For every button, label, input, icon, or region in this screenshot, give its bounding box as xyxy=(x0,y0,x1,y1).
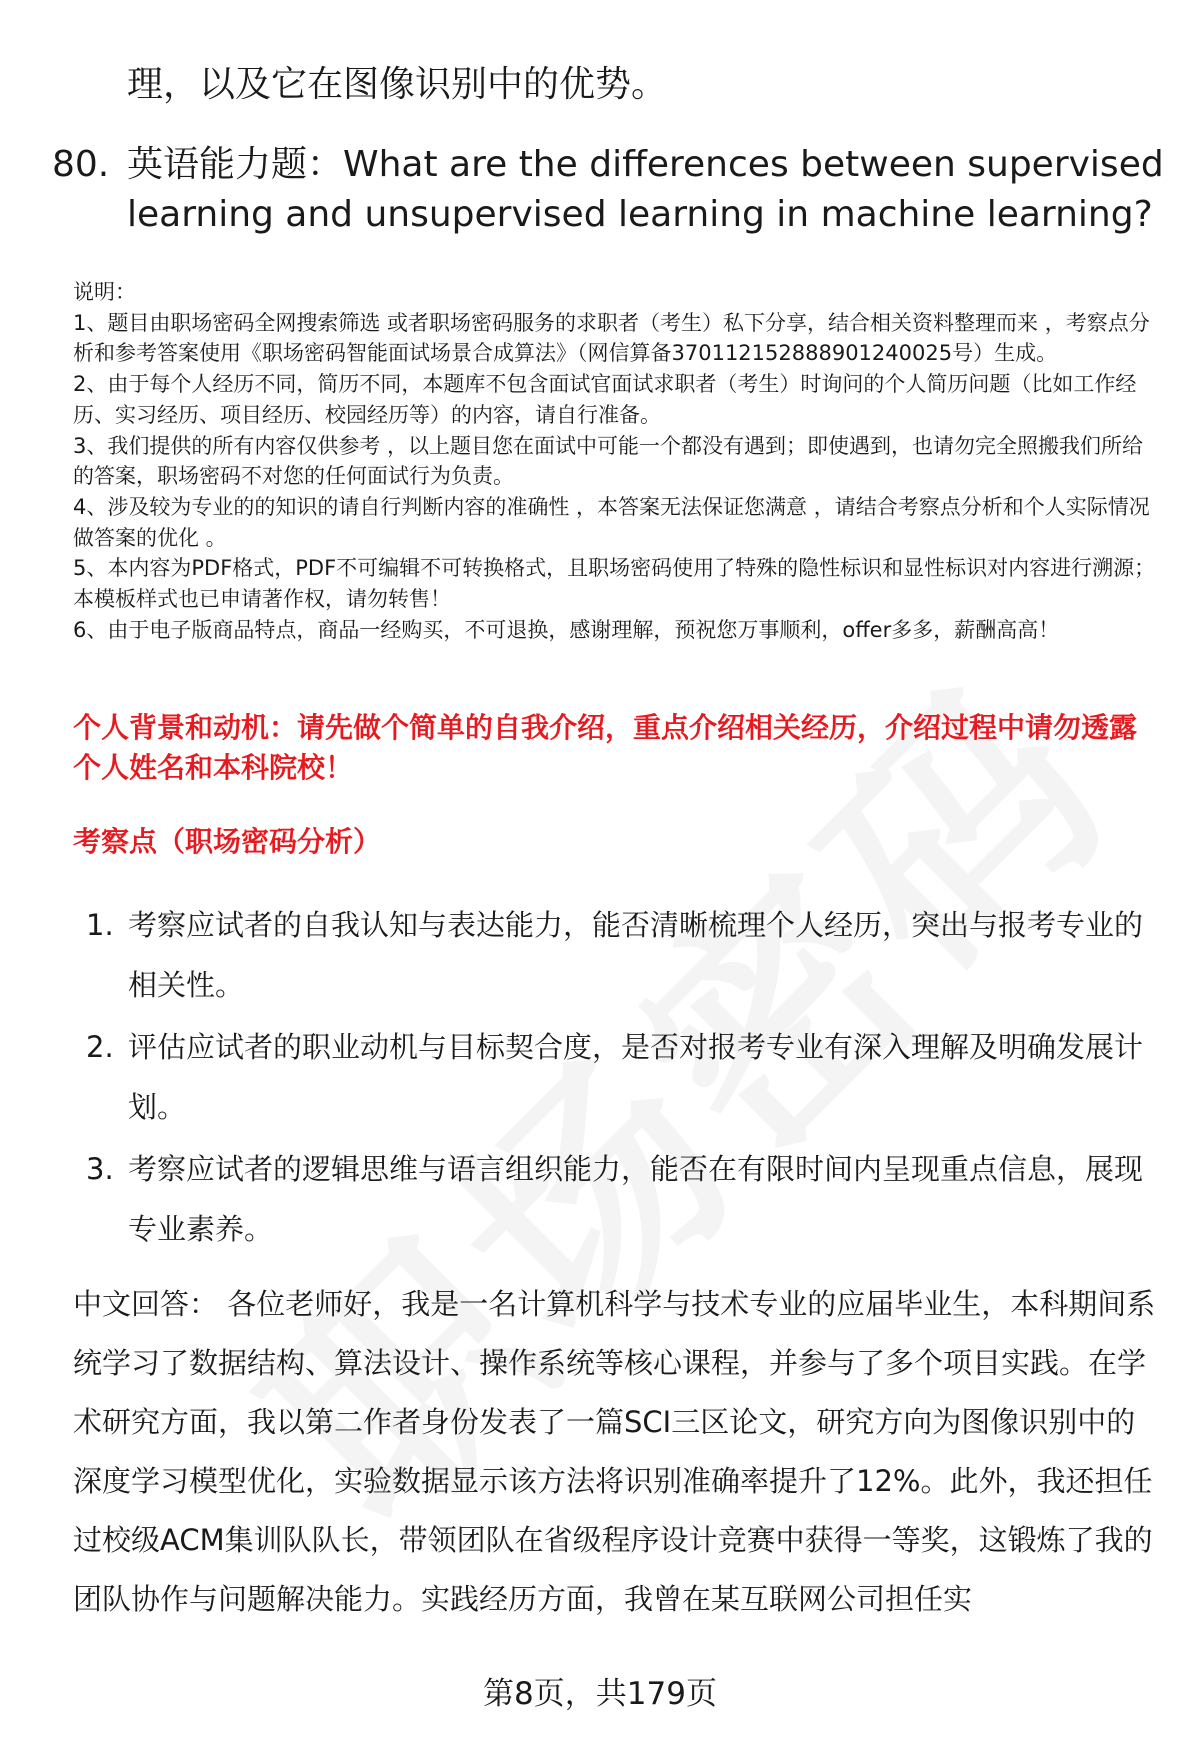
note-item: 5、本内容为PDF格式，PDF不可编辑不可转换格式，且职场密码使用了特殊的隐性标识和显性标识对内容进行溯源；本模板样式也已申请著作权，请勿转售！ xyxy=(73,556,1156,612)
list-item-number: 2. xyxy=(86,1030,114,1064)
answer-label: 中文回答： xyxy=(73,1287,219,1321)
page-footer: 第8页，共179页 xyxy=(483,1676,717,1712)
note-item: 3、我们提供的所有内容仅供参考 ，以上题目您在面试中可能一个都没有遇到；即使遇到，也请勿完全照搬我们所给的答案，职场密码不对您的任何面试行为负责。 xyxy=(73,433,1144,489)
notes-title: 说明： xyxy=(73,280,136,304)
section-heading: 个人背景和动机：请先做个简单的自我介绍，重点介绍相关经历，介绍过程中请勿透露个人姓名和本科院校！ xyxy=(73,711,1138,784)
list-item xyxy=(80,895,1160,1015)
note-item: 1、题目由职场密码全网搜索筛选 或者职场密码服务的求职者（考生）私下分享，结合相关资料整理而来 ，考察点分析和参考答案使用《职场密码智能面试场景合成算法》（网信算备370112152888901240025号）生成。 xyxy=(73,310,1150,366)
list-item-number: 3. xyxy=(86,1152,114,1186)
list-item-number: 1. xyxy=(86,908,114,942)
list-item-text: 考察应试者的自我认知与表达能力，能否清晰梳理个人经历，突出与报考专业的相关性。 xyxy=(128,908,1144,1002)
list-item xyxy=(80,1139,1160,1259)
notes-block xyxy=(73,277,1158,645)
answer-paragraph xyxy=(73,1275,1163,1629)
list-item-text: 考察应试者的逻辑思维与语言组织能力，能否在有限时间内呈现重点信息，展现专业素养。 xyxy=(128,1152,1144,1246)
note-item: 2、由于每个人经历不同，简历不同，本题库不包含面试官面试求职者（考生）时询问的个人简历问题（比如工作经历、实习经历、项目经历、校园经历等）的内容，请自行准备。 xyxy=(73,372,1137,427)
note-item: 4、涉及较为专业的的知识的请自行判断内容的准确性 ，本答案无法保证您满意 ，请结合考察点分析和个人实际情况做答案的优化 。 xyxy=(73,494,1150,550)
question-text: 英语能力题：What are the differences between supervised learning and unsupervised learning in machine learning? xyxy=(127,144,1164,235)
list-item xyxy=(80,1017,1160,1137)
continued-text-line: 理，以及它在图像识别中的优势。 xyxy=(127,64,668,105)
analysis-heading: 考察点（职场密码分析） xyxy=(73,825,382,858)
analysis-points-list xyxy=(80,895,1160,1261)
list-item-text: 评估应试者的职业动机与目标契合度，是否对报考专业有深入理解及明确发展计划。 xyxy=(128,1030,1144,1124)
question-number: 80. xyxy=(52,144,110,185)
answer-text: 各位老师好，我是一名计算机科学与技术专业的应届毕业生，本科期间系统学习了数据结构、算法设计、操作系统等核心课程，并参与了多个项目实践。在学术研究方面，我以第二作者身份发表了一篇SCI三区论文，研究方向为图像识别中的深度学习模型优化，实验数据显示该方法将识别准确率提升了12%。此外，我还担任过校级ACM集训队队长，带领团队在省级程序设计竞赛中获得一等奖，这锻炼了我的团队协作与问题解决能力。实践经历方面，我曾在某互联网公司担任实 xyxy=(73,1287,1156,1616)
note-item: 6、由于电子版商品特点，商品一经购买，不可退换，感谢理解，预祝您万事顺利，offer多多，薪酬高高！ xyxy=(73,617,1060,642)
